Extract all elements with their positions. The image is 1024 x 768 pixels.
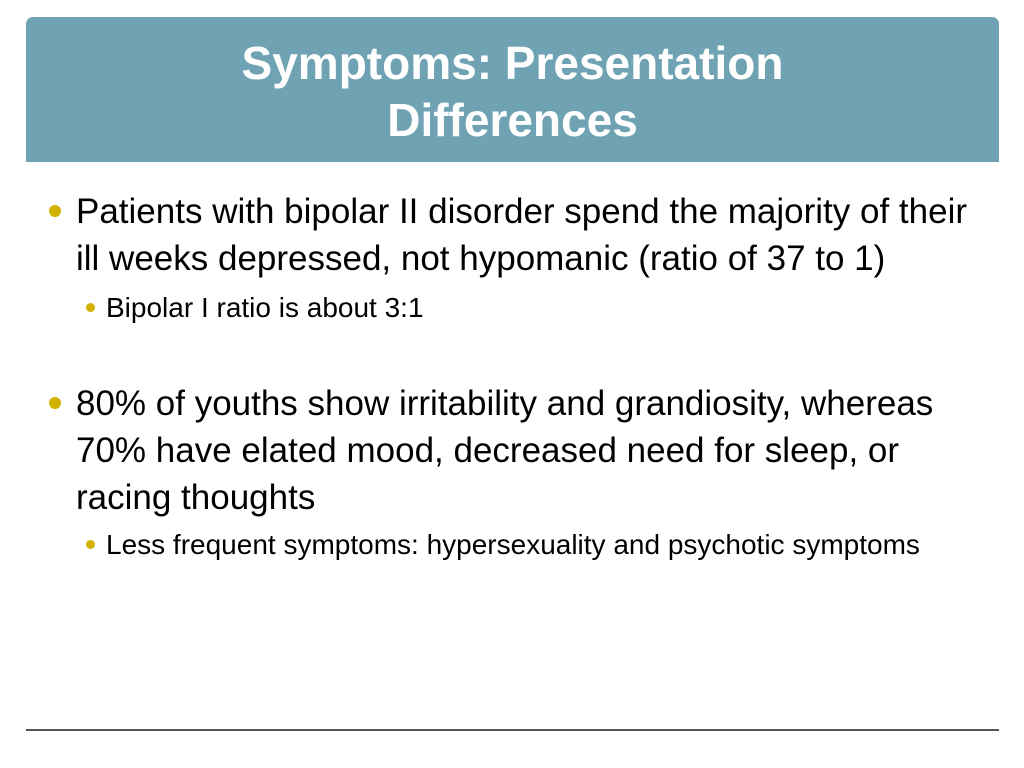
sub-bullet-item [44, 288, 974, 328]
sub-bullet-text: Less frequent symptoms: hypersexuality and psychotic symptoms [106, 529, 920, 560]
bullet-item [44, 188, 974, 282]
footer-divider [26, 729, 999, 731]
bullet-text: Patients with bipolar II disorder spend the majority of their ill weeks depressed, not hypomanic (ratio of 37 to 1) [76, 192, 967, 278]
sub-bullet-item [44, 525, 974, 565]
slide-content [44, 188, 974, 565]
bullet-dot-icon [86, 540, 95, 549]
bullet-dot-icon [86, 303, 95, 312]
title-bar [26, 17, 999, 162]
sub-bullet-text: Bipolar I ratio is about 3:1 [106, 292, 424, 323]
slide-title: Symptoms: Presentation Differences [241, 36, 784, 146]
bullet-text: 80% of youths show irritability and grandiosity, whereas 70% have elated mood, decreased need for sleep, or racing thoughts [76, 384, 934, 517]
bullet-dot-icon [49, 397, 61, 409]
bullet-item [44, 380, 974, 521]
bullet-dot-icon [49, 205, 61, 217]
